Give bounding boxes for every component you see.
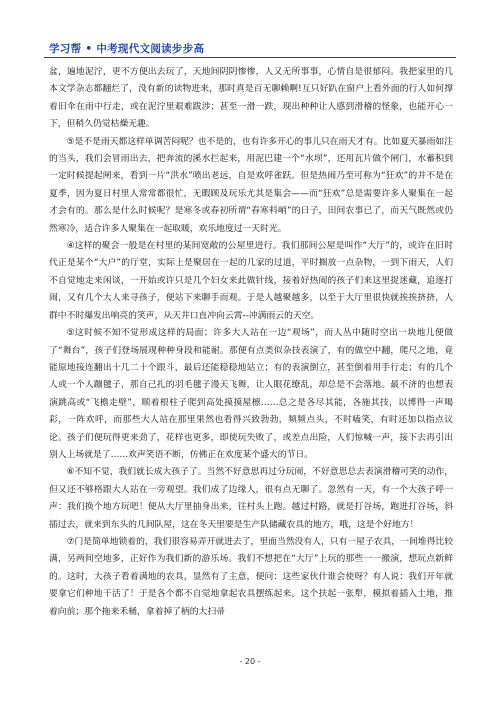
paragraph-5a: ⑤是不是雨天都这样单调苦闷呢？也不是的，也有许多开心的事儿只在雨天才有。比如夏天暴雨如注的当头，我们会冒雨出去，把奔流的溪水拦起来，用泥巴建一个“水坝”，还用瓦片做个闸门，水蓄积到一定时候提起闸来，看到一片“洪水”喷出老远，自是欢呼雀跃。但是热闹乃至可称为“狂欢”的并不是在夏季，因为夏日村里人常常都很忙，无暇顾及玩乐尤其是集会——而“狂欢”总是需要许多人聚集在一起才会有的。那么是什么时候呢？是寒冬或春初所谓“春寒料峭”的日子，田间农事已了，而天气既然或仍然寒冷，适合许多人聚集在一起取暖，欢乐地度过一天时光。 [49,136,453,234]
header-divider [44,57,456,58]
page-header-title: 学习帮 • 中考现代文阅读步步高 [49,43,205,55]
article-body [49,64,453,621]
paragraph-5b: ⑤这时候不知不觉形成这样的局面；许多大人站在一边“观场”，而人丛中随时空出一块地儿便做了“舞台”，孩子们登场展现种种身段和能耐。那便有点类似杂技表演了，有的做空中翻，爬尺之地，竟能原地接连翻出十几二十个跟斗，最后还能稳稳地站立；有的表演倒立，甚至倒着用手行走；有的几个人或一个人蹦毽子，那自己扎的羽毛毽子漫天飞舞，让人眼花缭乱，却总是不会落地。最不济的也想表演跳高或“飞檐走壁”，顺着根柱子爬到高处摸摸屋檩……总之是各尽其能，各施其技，以博得一声喝彩，一阵欢呼，而那些大人站在那里果然也看得兴致勃勃，频频点头，不时嗑笑，有时还加以指点议论。孩子们便玩得更来劲了，花样也更多，即使玩失败了，或差点出险，人们惊喊一声，接下去再引出别人上场就是了……欢声笑语不断，仿佛正在欢度某个盛大的节日。 [49,328,453,460]
paragraph-4: ④这样的聚会一般是在村里的某间宽敞的公屋里进行。我们那间公屋是叫作“大厅”的，或许在旧时代正是某个“大户”的厅堂，实际上是聚居在一起的几家的过道，平时搁放一点杂物，一到下雨天，人们不自觉地走来闲谈，一开始或许只是几个妇女来此做针线，接着好热闹的孩子们来这里捉迷藏，追逐打闹，又有几个大人来寻孩子，便站下来聊手而观。于是人越聚越多，以至于大厅里很快就挨挨挤挤，人群中不时爆发出响亮的笑声，从天井口直冲向云霄--冲满雨云的天空。 [49,241,453,321]
page-number: - 20 - [239,657,261,666]
paragraph-continuation: 盆，遍地泥泞，更不方便出去玩了，天地间阴阴惨惨，人又无所事事，心情自是很郁闷。我把家里的几本文学杂志都翻烂了，没有新的读物进来，那时真是百无聊赖啊!互只好趴在窗户上看外面的行人如何撑着旧伞在雨中行走，或在泥泞里艰难跋涉；甚至一滑一跌，现出种种让人感到滑稽的怪象，也能开心一下，但稍久仍觉枯燥无趣。 [49,67,453,130]
paragraph-6: ⑥不知不觉，我们就长成大孩子了。当然不好意思再过分玩闹，不好意思总去表演滑稽可笑的动作，但又还不够格跟大人站在一旁观望。我们成了边缘人，很有点无聊了。忽然有一天，有一个大孩子呼一声：我们换个地方玩吧！便从大厅里抽身出来，往村头上跑。越过村路，就是打谷场，跑进打谷场，斜插过去，就来到东头的几间队屋，这在冬天里要是生产队储藏农具的地方，哦，这是个好地方！ [49,467,453,530]
paragraph-7: ⑦门是简单地锁着的，我们很容易弄开就进去了，里面当然没有人，只有一屋子农具，一间堆得比较满，另两间空地多，正好作为我们新的游乐场。我们不想把在“大厅”上玩的那些一一搬演，想玩点新鲜的。这时，大孩子看着满地的农具，显然有了主意，便问：这些家伙什谁会使呀？有人说：我们开年就要拿它们种地干活了！于是各个都不自觉地拿起农具摆练起来。这个扶起一张犁，模拟着插入土地，推着向前；那个拖来禾桶，拿着掉了柄的大扫帚 [49,536,453,617]
